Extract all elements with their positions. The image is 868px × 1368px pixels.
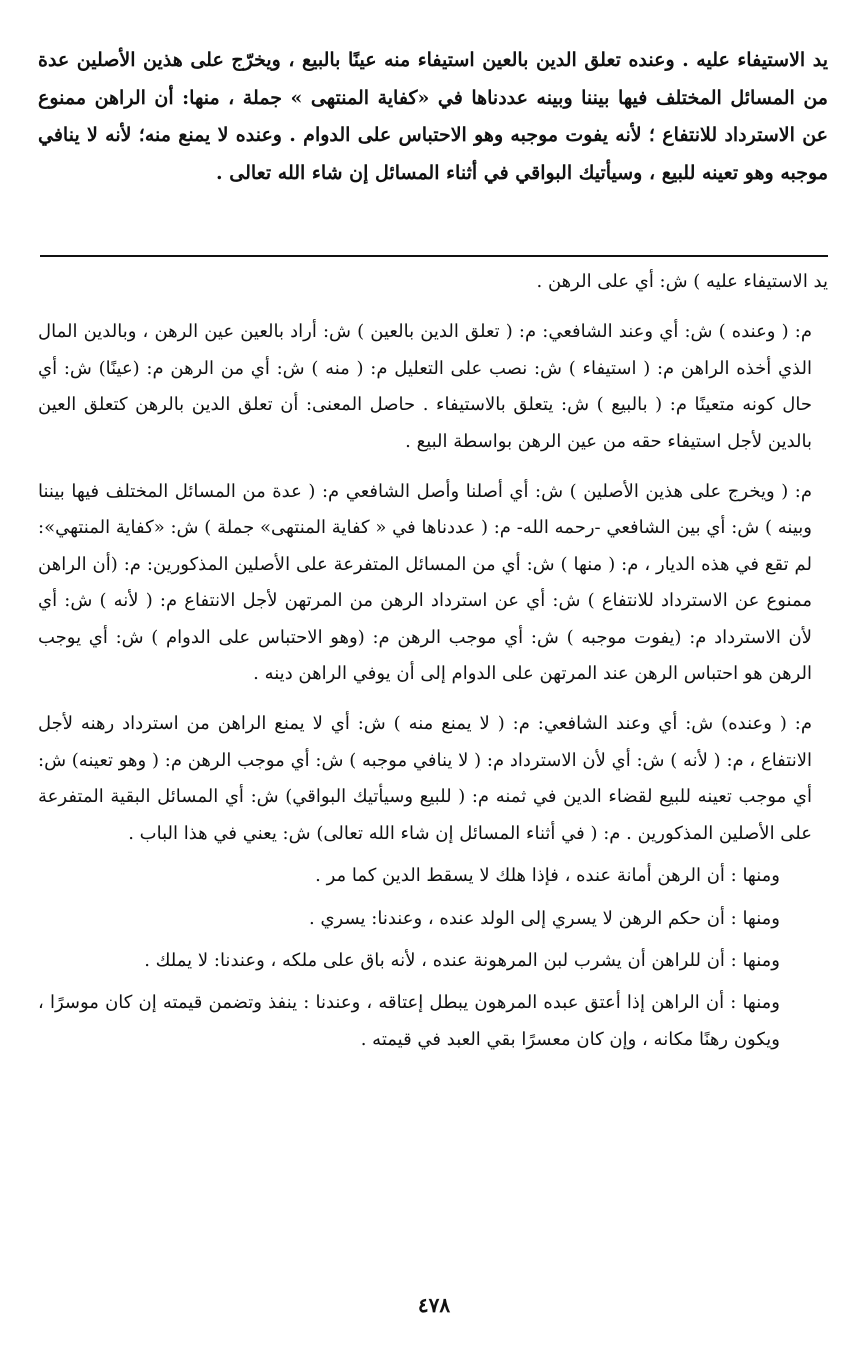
issue-item-3: ومنها : أن للراهن أن يشرب لبن المرهونة عنده ، لأنه باق على ملكه ، وعندنا: لا يملك . — [144, 949, 780, 971]
separator-line — [40, 255, 828, 257]
issue-item-1: ومنها : أن الرهن أمانة عنده ، فإذا هلك لا يسقط الدين كما مر . — [315, 865, 780, 887]
page-number: ٤٧٨ — [417, 1293, 451, 1317]
commentary-paragraph-3: م: ( ويخرج على هذين الأصلين ) ش: أي أصلنا وأصل الشافعي م: ( عدة من المسائل المختلف فيها بيننا وبينه ) ش: أي بين الشافعي -رحمه الله- م: ( عددناها في « كفاية المنتهى» جملة ) ش: «كفاية المنتهي»: لم تقع في هذه الديار ، م: ( منها ) ش: أي من المسائل المتفرعة على الأصلين المذكورين: م: (أن الراهن ممنوع عن الاسترداد للانتفاع ) ش: أي عن استرداد الرهن من المرتهن لأجل الانتفاع م: ( لأنه ) ش: أي لأن الاسترداد م: (يفوت موجبه ) ش: أي موجب الرهن م: (وهو الاحتباس على الدوام ) ش: أي يوجب الرهن هو احتباس الرهن عند المرتهن على الدوام إلى أن يوفي الراهن دينه . — [38, 481, 812, 685]
commentary-block — [38, 264, 828, 1058]
issue-item-2: ومنها : أن حكم الرهن لا يسري إلى الولد عنده ، وعندنا: يسري . — [309, 907, 780, 929]
issue-item-4: ومنها : أن الراهن إذا أعتق عبده المرهون يبطل إعتاقه ، وعندنا : ينفذ وتضمن قيمته إن كان موسرًا ، ويكون رهنًا مكانه ، وإن كان معسرًا بقي العبد في قيمته . — [38, 992, 780, 1050]
main-text-paragraph: يد الاستيفاء عليه . وعنده تعلق الدين بالعين استيفاء منه عينًا بالبيع ، ويخرّج على هذين الأصلين عدة من المسائل المختلف فيها بيننا وبينه عددناها في «كفاية المنتهى » جملة ، منها: أن الراهن ممنوع عن الاسترداد للانتفاع ؛ لأنه يفوت موجبه وهو الاحتباس على الدوام . وعنده لا يمنع منه؛ لأنه لا ينافي موجبه وهو تعينه للبيع ، وسيأتيك البواقي في أثناء المسائل إن شاء الله تعالى . — [38, 49, 828, 184]
commentary-paragraph-1: يد الاستيفاء عليه ) ش: أي على الرهن . — [536, 271, 828, 292]
commentary-paragraph-4: م: ( وعنده) ش: أي وعند الشافعي: م: ( لا يمنع منه ) ش: أي لا يمنع الراهن من استرداد رهنه لأجل الانتفاع ، م: ( لأنه ) ش: أي لأن الاسترداد م: ( لا ينافي موجبه ) ش: أي موجب الرهن م: ( وهو تعينه) ش: أي موجب تعينه للبيع لقضاء الدين في ثمنه م: ( للبيع وسيأتيك البواقي) ش: أي المسائل البقية المتفرعة على الأصلين المذكورين . م: ( في أثناء المسائل إن شاء الله تعالى) ش: يعني في هذا الباب . — [38, 713, 812, 844]
main-text-block — [38, 42, 828, 192]
commentary-paragraph-2: م: ( وعنده ) ش: أي وعند الشافعي: م: ( تعلق الدين بالعين ) ش: أراد بالعين عين الرهن ، وبالدين المال الذي أخذه الراهن م: ( استيفاء ) ش: نصب على التعليل م: ( منه ) ش: أي من الرهن م: (عينًا) ش: أي حال كونه متعينًا م: ( بالبيع ) ش: يتعلق بالاستيفاء . حاصل المعنى: أن تعلق الدين بالرهن كتعلق العين بالدين لأجل استيفاء حقه من عين الرهن بواسطة البيع . — [38, 321, 812, 452]
